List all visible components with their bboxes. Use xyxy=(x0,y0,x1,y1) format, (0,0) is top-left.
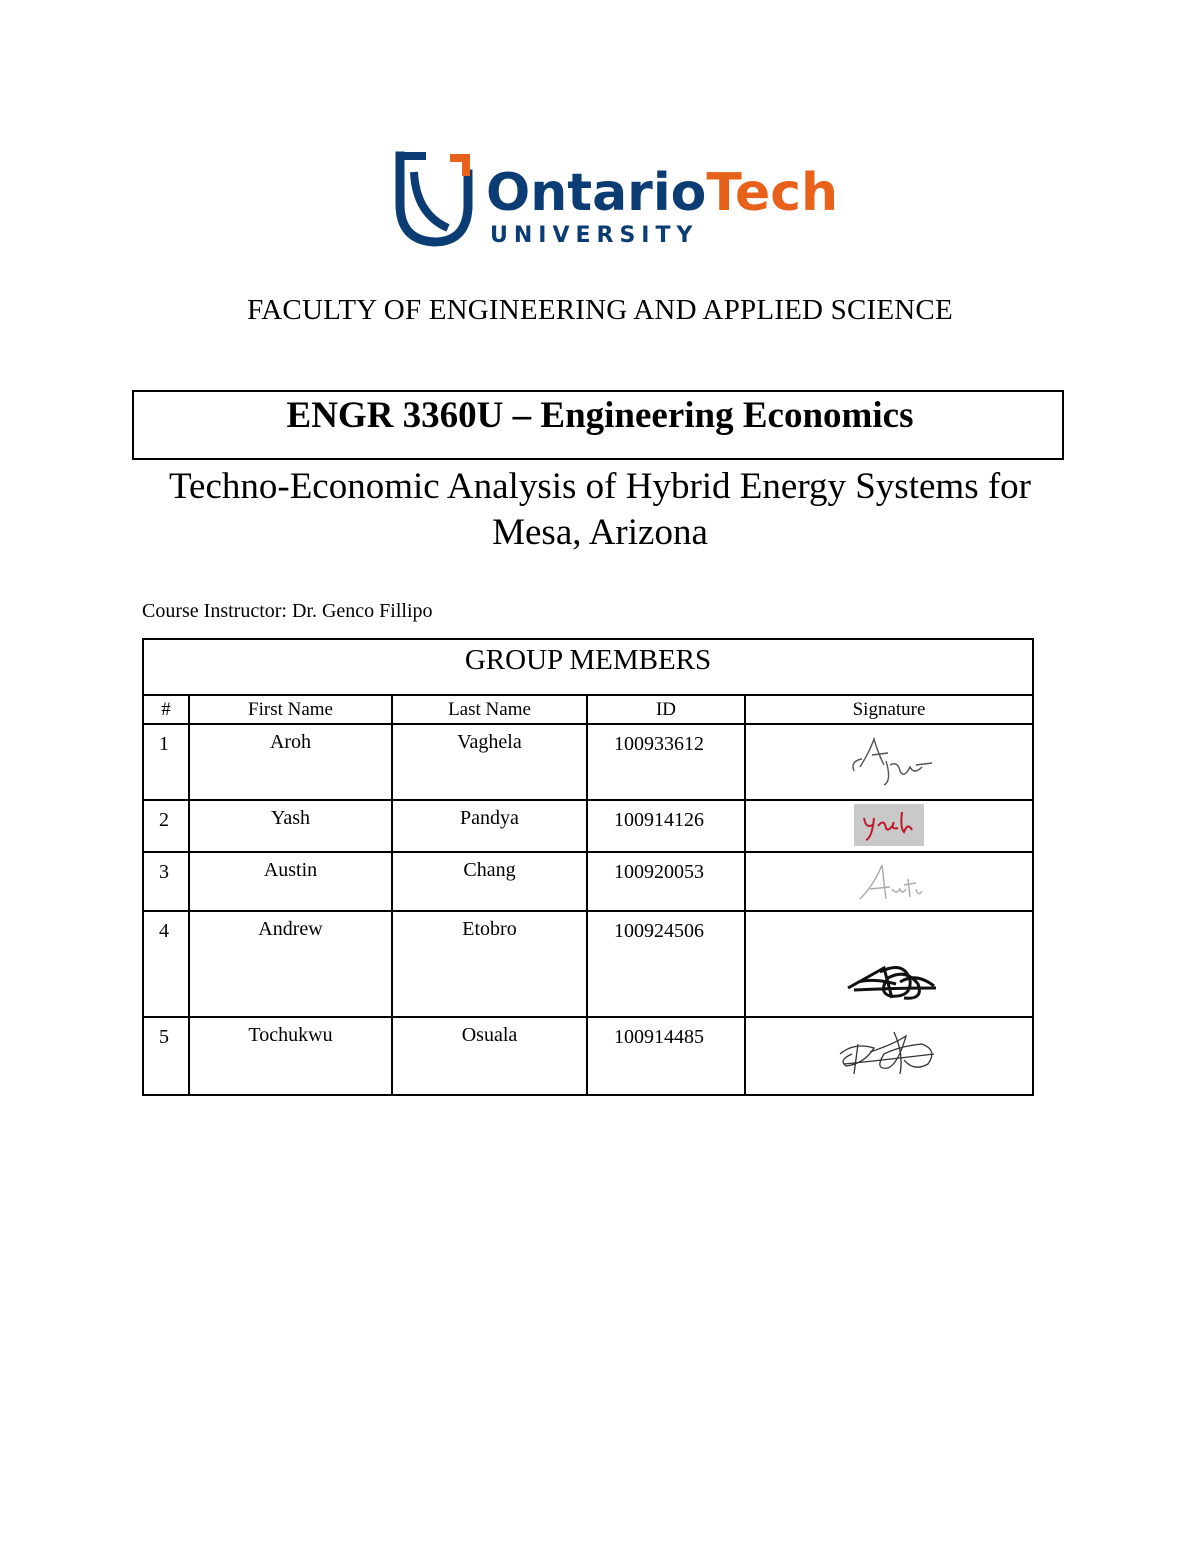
report-title-line-2: Mesa, Arizona xyxy=(492,512,708,553)
member-signature xyxy=(745,724,1033,800)
header-id: ID xyxy=(587,695,745,724)
member-signature xyxy=(745,911,1033,1017)
signature-andrew-icon xyxy=(844,958,944,1008)
header-first-name: First Name xyxy=(189,695,392,724)
member-last-name: Chang xyxy=(392,852,587,911)
course-instructor: Course Instructor: Dr. Genco Fillipo xyxy=(142,600,433,622)
member-id: 100924506 xyxy=(587,911,745,1017)
member-number: 3 xyxy=(143,852,189,911)
member-id: 100933612 xyxy=(587,724,745,800)
table-row xyxy=(143,1017,1033,1095)
member-last-name: Osuala xyxy=(392,1017,587,1095)
table-row xyxy=(143,724,1033,800)
member-number: 4 xyxy=(143,911,189,1017)
table-title: GROUP MEMBERS xyxy=(143,639,1033,695)
member-signature xyxy=(745,800,1033,852)
member-last-name: Etobro xyxy=(392,911,587,1017)
table-row xyxy=(143,800,1033,852)
signature-aroh-icon xyxy=(844,731,944,791)
report-title-line-1: Techno-Economic Analysis of Hybrid Energy Systems for xyxy=(169,466,1031,507)
member-id: 100914126 xyxy=(587,800,745,852)
member-last-name: Vaghela xyxy=(392,724,587,800)
member-number: 1 xyxy=(143,724,189,800)
ontario-tech-logo-mark xyxy=(396,152,839,248)
ontario-tech-logo xyxy=(396,152,839,248)
table-header-row xyxy=(143,695,1033,724)
logo-wordmark: OntarioTech xyxy=(486,163,839,223)
logo-subtitle: UNIVERSITY xyxy=(490,223,699,248)
header-last-name: Last Name xyxy=(392,695,587,724)
table-row xyxy=(143,911,1033,1017)
report-title xyxy=(120,464,1080,556)
table-row xyxy=(143,852,1033,911)
signature-yash-icon xyxy=(854,804,924,846)
member-signature xyxy=(745,1017,1033,1095)
member-last-name: Pandya xyxy=(392,800,587,852)
member-first-name: Yash xyxy=(189,800,392,852)
signature-tochukwu-icon xyxy=(834,1024,944,1084)
member-number: 2 xyxy=(143,800,189,852)
member-first-name: Tochukwu xyxy=(189,1017,392,1095)
member-signature xyxy=(745,852,1033,911)
member-id: 100920053 xyxy=(587,852,745,911)
table-title-row xyxy=(143,639,1033,695)
header-signature: Signature xyxy=(745,695,1033,724)
header-number: # xyxy=(143,695,189,724)
signature-austin-icon xyxy=(856,859,926,905)
member-first-name: Austin xyxy=(189,852,392,911)
member-first-name: Andrew xyxy=(189,911,392,1017)
group-members-table xyxy=(142,638,1034,1096)
member-number: 5 xyxy=(143,1017,189,1095)
course-title: ENGR 3360U – Engineering Economics xyxy=(286,395,914,436)
faculty-heading: FACULTY OF ENGINEERING AND APPLIED SCIENCE xyxy=(247,294,953,326)
member-id: 100914485 xyxy=(587,1017,745,1095)
member-first-name: Aroh xyxy=(189,724,392,800)
